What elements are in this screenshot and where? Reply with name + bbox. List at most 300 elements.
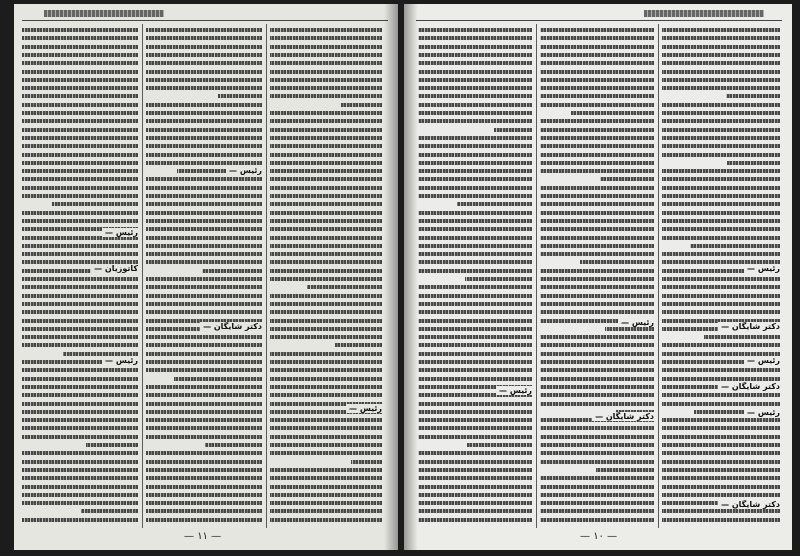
text-line (662, 277, 780, 281)
text-line (146, 236, 262, 240)
text-line (418, 28, 532, 32)
text-line (146, 103, 262, 107)
text-line (540, 236, 654, 240)
text-line (146, 360, 262, 364)
speaker-label: رئیس — (744, 264, 780, 273)
text-line (146, 144, 262, 148)
text-line (146, 302, 262, 306)
text-line (418, 136, 532, 140)
text-line (540, 153, 654, 157)
text-line (146, 435, 262, 439)
text-line (418, 252, 532, 256)
text-line (418, 211, 532, 215)
text-line (662, 468, 780, 472)
left-page-column-1 (22, 26, 138, 526)
text-line (540, 45, 654, 49)
text-line (662, 310, 780, 314)
text-line (540, 86, 654, 90)
column-divider (142, 24, 143, 528)
text-line (146, 343, 262, 347)
text-line (418, 352, 532, 356)
text-line (600, 177, 654, 181)
text-line (270, 219, 382, 223)
text-line (662, 227, 780, 231)
text-line (540, 402, 654, 406)
text-line (540, 211, 654, 215)
text-line (418, 236, 532, 240)
text-line (22, 418, 138, 422)
text-line (146, 119, 262, 123)
text-line (540, 385, 654, 389)
text-line (22, 211, 138, 215)
text-line (540, 460, 654, 464)
text-line (22, 493, 138, 497)
text-line (540, 285, 654, 289)
text-line (22, 485, 138, 489)
text-line (726, 94, 780, 98)
column-divider (658, 24, 659, 528)
gutter-shadow (384, 4, 398, 550)
page-number: — ۱۰ — (580, 531, 618, 542)
text-line (704, 335, 780, 339)
text-line (146, 393, 262, 397)
speaker-label: رئیس — (618, 318, 654, 327)
text-line (540, 252, 654, 256)
text-line (22, 518, 138, 522)
speaker-label: دکتر شایگان — (718, 322, 780, 331)
text-line (418, 302, 532, 306)
text-line (494, 128, 532, 132)
text-line (540, 136, 654, 140)
text-line (22, 244, 138, 248)
text-line (418, 227, 532, 231)
text-line (270, 169, 382, 173)
text-line (662, 70, 780, 74)
text-line (270, 277, 382, 281)
text-line (418, 45, 532, 49)
text-line (270, 377, 382, 381)
text-line (418, 186, 532, 190)
text-line (22, 194, 138, 198)
text-line (662, 285, 780, 289)
text-line (270, 493, 382, 497)
text-line (540, 377, 654, 381)
text-line (662, 119, 780, 123)
running-head (644, 10, 764, 17)
text-line (418, 153, 532, 157)
text-line (662, 443, 780, 447)
text-line (540, 78, 654, 82)
text-line (418, 418, 532, 422)
text-line (146, 252, 262, 256)
text-line (270, 302, 382, 306)
text-line (662, 78, 780, 82)
text-line (22, 78, 138, 82)
text-line (418, 169, 532, 173)
header-rule (22, 20, 388, 21)
text-line (605, 327, 654, 331)
text-line (662, 402, 780, 406)
text-line (22, 144, 138, 148)
text-line (418, 144, 532, 148)
text-line (662, 460, 780, 464)
text-line (22, 252, 138, 256)
text-line (146, 277, 262, 281)
text-line (270, 435, 382, 439)
text-line (540, 53, 654, 57)
text-line (22, 103, 138, 107)
text-line (662, 153, 780, 157)
text-line (540, 518, 654, 522)
text-line (270, 485, 382, 489)
text-line (22, 277, 138, 281)
text-line (270, 144, 382, 148)
text-line (270, 128, 382, 132)
text-line (418, 86, 532, 90)
text-line (662, 518, 780, 522)
text-line (146, 385, 262, 389)
text-line (22, 53, 138, 57)
text-line (146, 310, 262, 314)
text-line (662, 426, 780, 430)
text-line (146, 418, 262, 422)
text-line (22, 377, 138, 381)
text-line (580, 260, 654, 264)
text-line (146, 518, 262, 522)
text-line (418, 244, 532, 248)
text-line (540, 61, 654, 65)
text-line (418, 368, 532, 372)
text-line (467, 443, 532, 447)
text-line (146, 468, 262, 472)
text-line (22, 319, 138, 323)
text-line (540, 335, 654, 339)
speaker-label: رئیس — (744, 408, 780, 417)
text-line (22, 177, 138, 181)
text-line (571, 111, 654, 115)
text-line (22, 310, 138, 314)
column-divider (266, 24, 267, 528)
text-line (596, 468, 654, 472)
text-line (270, 393, 382, 397)
text-line (540, 493, 654, 497)
text-line (540, 310, 654, 314)
text-line (86, 443, 138, 447)
text-line (52, 202, 138, 206)
text-line (22, 302, 138, 306)
text-line (146, 53, 262, 57)
text-line (418, 451, 532, 455)
text-line (418, 103, 532, 107)
text-line (22, 285, 138, 289)
text-line (727, 161, 780, 165)
text-line (270, 310, 382, 314)
text-line (270, 119, 382, 123)
text-line (270, 61, 382, 65)
text-line (22, 410, 138, 414)
text-line (22, 119, 138, 123)
text-line (418, 501, 532, 505)
text-line (146, 460, 262, 464)
text-line (270, 319, 382, 323)
text-line (418, 435, 532, 439)
text-line (418, 377, 532, 381)
text-line (662, 36, 780, 40)
text-line (540, 70, 654, 74)
text-line (22, 61, 138, 65)
text-line (540, 509, 654, 513)
text-line (662, 476, 780, 480)
text-line (540, 219, 654, 223)
text-line (22, 186, 138, 190)
text-line (146, 128, 262, 132)
text-line (146, 493, 262, 497)
text-line (418, 509, 532, 513)
text-line (418, 194, 532, 198)
text-line (418, 310, 532, 314)
text-line (662, 393, 780, 397)
text-line (146, 36, 262, 40)
text-line (146, 78, 262, 82)
text-line (540, 186, 654, 190)
text-line (270, 177, 382, 181)
text-line (146, 227, 262, 231)
text-line (540, 343, 654, 347)
text-line (146, 194, 262, 198)
text-line (146, 45, 262, 49)
text-line (146, 410, 262, 414)
text-line (418, 343, 532, 347)
text-line (540, 368, 654, 372)
text-line (540, 393, 654, 397)
text-line (22, 28, 138, 32)
text-line (335, 343, 382, 347)
text-line (662, 294, 780, 298)
text-line (540, 294, 654, 298)
text-line (270, 518, 382, 522)
text-line (418, 53, 532, 57)
text-line (662, 111, 780, 115)
text-line (662, 194, 780, 198)
text-line (270, 476, 382, 480)
text-line (540, 302, 654, 306)
text-line (22, 136, 138, 140)
text-line (270, 227, 382, 231)
text-line (202, 269, 262, 273)
text-line (662, 252, 780, 256)
text-line (662, 169, 780, 173)
text-line (146, 28, 262, 32)
text-line (146, 485, 262, 489)
text-line (418, 426, 532, 430)
speaker-label: دکتر شایگان — (592, 412, 654, 421)
text-line (540, 360, 654, 364)
text-line (22, 393, 138, 397)
text-line (146, 136, 262, 140)
speaker-label: رئیس — (226, 166, 262, 175)
text-line (662, 343, 780, 347)
text-line (270, 418, 382, 422)
text-line (465, 277, 532, 281)
text-line (662, 509, 780, 513)
text-line (22, 161, 138, 165)
text-line (146, 70, 262, 74)
text-line (307, 285, 382, 289)
speaker-label: رئیس — (496, 386, 532, 395)
header-rule (416, 20, 782, 21)
speaker-label: رئیس — (102, 228, 138, 237)
text-line (22, 385, 138, 389)
text-line (146, 509, 262, 513)
text-line (270, 294, 382, 298)
text-line (540, 161, 654, 165)
text-line (22, 70, 138, 74)
text-line (418, 36, 532, 40)
page-number: — ۱۱ — (184, 531, 222, 542)
text-line (270, 509, 382, 513)
text-line (540, 426, 654, 430)
right-page-column-3 (662, 26, 780, 526)
text-line (146, 61, 262, 65)
text-line (662, 45, 780, 49)
speaker-label: رئیس — (102, 356, 138, 365)
text-line (540, 194, 654, 198)
text-line (270, 28, 382, 32)
text-line (540, 352, 654, 356)
text-line (270, 211, 382, 215)
text-line (270, 385, 382, 389)
text-line (146, 244, 262, 248)
text-line (418, 285, 532, 289)
text-line (22, 501, 138, 505)
text-line (22, 128, 138, 132)
text-line (418, 111, 532, 115)
text-line (270, 53, 382, 57)
text-line (540, 277, 654, 281)
text-line (662, 53, 780, 57)
text-line (270, 153, 382, 157)
text-line (22, 94, 138, 98)
text-line (146, 501, 262, 505)
text-line (662, 136, 780, 140)
text-line (270, 236, 382, 240)
text-line (270, 468, 382, 472)
text-line (270, 194, 382, 198)
text-line (540, 227, 654, 231)
text-line (540, 269, 654, 273)
text-line (22, 219, 138, 223)
text-line (418, 476, 532, 480)
speaker-label: دکتر شایگان — (718, 500, 780, 509)
text-line (270, 86, 382, 90)
text-line (22, 435, 138, 439)
text-line (270, 451, 382, 455)
text-line (540, 119, 654, 123)
speaker-label: رئیس — (346, 404, 382, 413)
text-line (218, 94, 262, 98)
text-line (662, 302, 780, 306)
text-line (662, 186, 780, 190)
text-line (146, 219, 262, 223)
text-line (540, 28, 654, 32)
text-line (146, 111, 262, 115)
text-line (662, 211, 780, 215)
text-line (540, 103, 654, 107)
text-line (146, 451, 262, 455)
text-line (418, 319, 532, 323)
text-line (146, 153, 262, 157)
gutter-shadow (404, 4, 418, 550)
text-line (540, 144, 654, 148)
text-line (418, 485, 532, 489)
text-line (22, 460, 138, 464)
text-line (146, 335, 262, 339)
text-line (270, 260, 382, 264)
text-line (662, 144, 780, 148)
text-line (418, 70, 532, 74)
text-line (270, 327, 382, 331)
text-line (270, 45, 382, 49)
text-line (540, 443, 654, 447)
text-line (418, 294, 532, 298)
text-line (418, 161, 532, 165)
text-line (146, 368, 262, 372)
text-line (22, 153, 138, 157)
text-line (146, 402, 262, 406)
text-line (662, 103, 780, 107)
text-line (81, 509, 138, 513)
text-line (540, 128, 654, 132)
text-line (270, 186, 382, 190)
speaker-label: دکتر شایگان — (718, 382, 780, 391)
left-page (14, 4, 398, 550)
text-line (662, 128, 780, 132)
text-line (457, 202, 532, 206)
text-line (662, 485, 780, 489)
text-line (540, 36, 654, 40)
text-line (22, 368, 138, 372)
text-line (662, 493, 780, 497)
text-line (270, 352, 382, 356)
text-line (146, 426, 262, 430)
text-line (270, 161, 382, 165)
running-head (44, 10, 164, 17)
text-line (146, 352, 262, 356)
right-page (404, 4, 792, 550)
speaker-label: کاتوزیان — (91, 264, 138, 273)
text-line (22, 36, 138, 40)
text-line (270, 360, 382, 364)
text-line (540, 169, 654, 173)
text-line (22, 468, 138, 472)
right-page-column-2 (540, 26, 654, 526)
text-line (174, 377, 262, 381)
text-line (270, 78, 382, 82)
text-line (270, 94, 382, 98)
text-line (418, 327, 532, 331)
text-line (662, 177, 780, 181)
text-line (146, 260, 262, 264)
text-line (270, 443, 382, 447)
text-line (540, 202, 654, 206)
text-line (418, 468, 532, 472)
text-line (418, 78, 532, 82)
text-line (270, 36, 382, 40)
right-page-column-1 (418, 26, 532, 526)
text-line (22, 476, 138, 480)
text-line (540, 476, 654, 480)
text-line (418, 119, 532, 123)
